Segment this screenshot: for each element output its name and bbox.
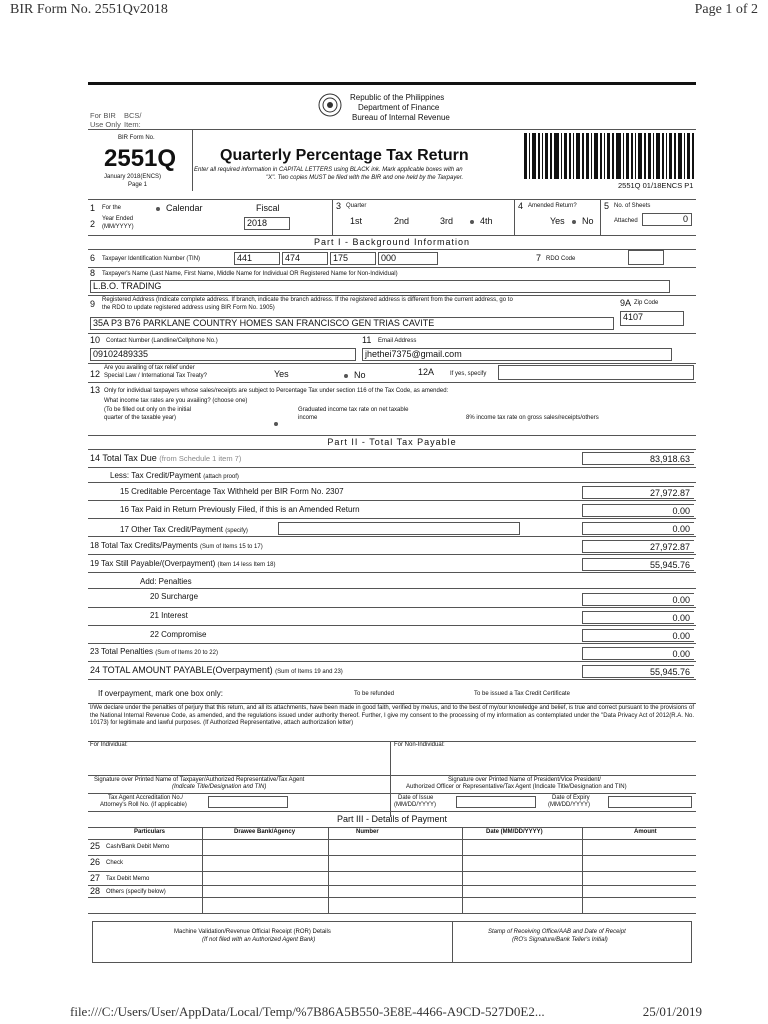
sheets-field[interactable]: 0 [642, 213, 692, 226]
to-be-refunded-option[interactable]: To be refunded [354, 691, 395, 697]
contact-number-field[interactable]: 09102489335 [90, 348, 356, 361]
date-of-expiry-field[interactable] [608, 796, 692, 808]
email-label: Email Address [378, 338, 417, 344]
non-individual-signature-label: Signature over Printed Name of President/Vice President/ [448, 777, 601, 783]
item-22-amount[interactable]: 0.00 [582, 629, 694, 642]
tax-relief-label-2: Special Law / International Tax Treaty? [104, 373, 207, 379]
date-of-issue-format: (MM/DD/YYYY) [394, 802, 436, 808]
tax-relief-yes-option[interactable]: Yes [274, 369, 289, 379]
item-4-number: 4 [518, 201, 524, 211]
item-25-label: Cash/Bank Debit Memo [106, 844, 170, 850]
for-non-individual-label: For Non-Individual: [394, 742, 445, 748]
item-1-number: 1 [90, 203, 96, 213]
item-28-label: Others (specify below) [106, 889, 166, 895]
item-15-amount[interactable]: 27,972.87 [582, 486, 694, 499]
item-24-label: 24 TOTAL AMOUNT PAYABLE(Overpayment) (Sum of Items 19 and 23) [90, 665, 343, 675]
item-20-amount[interactable]: 0.00 [582, 593, 694, 606]
quarter-4th-option[interactable]: 4th [470, 216, 493, 226]
address-label-1: Registered Address (Indicate complete address. If branch, indicate the branch address. If the registered address is different from the current address, go to [102, 297, 513, 303]
item-11-number: 11 [362, 335, 372, 345]
mm-yyyy-label: (MM/YYYY) [102, 224, 134, 230]
barcode-icon [524, 133, 694, 179]
item-8-number: 8 [90, 268, 96, 278]
col-date: Date (MM/DD/YYYY) [486, 829, 543, 835]
item-17-amount[interactable]: 0.00 [582, 522, 694, 535]
fiscal-option[interactable]: Fiscal [256, 203, 280, 213]
non-individual-signature-note: Authorized Officer or Representative/Tax Agent (Indicate Title/Designation and TIN) [406, 784, 627, 790]
date-of-issue-label: Date of Issue [398, 795, 434, 801]
graduated-rate-label-2: income [298, 415, 318, 421]
bcs-label: BCS/ [124, 111, 142, 120]
footer-file-path: file:///C:/Users/User/AppData/Local/Temp/%7B86A5B550-3E8E-4466-A9CD-527D0E2... [70, 1004, 545, 1019]
bir-seal-icon [318, 93, 342, 117]
quarter-2nd-option[interactable]: 2nd [394, 216, 410, 226]
graduated-rate-option[interactable] [274, 415, 284, 433]
item-14-amount[interactable]: 83,918.63 [582, 452, 694, 465]
item-2-number: 2 [90, 219, 96, 229]
form-number: 2551Q [104, 145, 177, 172]
tax-relief-no-option[interactable]: No [344, 370, 366, 380]
item-25-number: 25 [90, 841, 101, 851]
item-16-label: 16 Tax Paid in Return Previously Filed, if this is an Amended Return [120, 505, 360, 514]
for-individual-label: For Individual: [90, 742, 128, 748]
item-19-amount[interactable]: 55,945.76 [582, 558, 694, 571]
item-17-specify-field[interactable] [278, 522, 520, 535]
if-yes-specify-label: If yes, specify [450, 371, 487, 377]
item-5-number: 5 [604, 201, 610, 211]
item-10-number: 10 [90, 335, 101, 345]
taxpayer-name-field[interactable]: L.B.O. TRADING [90, 280, 670, 293]
item-15-label: 15 Creditable Percentage Tax Withheld per BIR Form No. 2307 [120, 487, 344, 496]
individual-signature-note: (Indicate Title/Designation and TIN) [172, 784, 267, 790]
quarter-label: Quarter [346, 203, 367, 209]
part3-heading: Part III - Details of Payment [336, 814, 448, 824]
quarter-1st-option[interactable]: 1st [350, 216, 363, 226]
form-edition: January 2018(ENCS) [104, 174, 162, 180]
individual-signature-label: Signature over Printed Name of Taxpayer/Authorized Representative/Tax Agent [94, 777, 305, 783]
item-20-label: 20 Surcharge [150, 592, 199, 601]
tax-credit-certificate-option[interactable]: To be issued a Tax Credit Certificate [474, 691, 570, 697]
tin-label: Taxpayer Identification Number (TIN) [102, 256, 201, 262]
stamp-label: Stamp of Receiving Office/AAB and Date of Receipt [488, 929, 626, 935]
rdo-code-label: RDO Code [546, 256, 576, 262]
item-26-label: Check [106, 860, 124, 866]
tax-relief-label-1: Are you availing of tax relief under [104, 365, 195, 371]
item-17-label: 17 Other Tax Credit/Payment (specify) [120, 525, 248, 534]
item-12-number: 12 [90, 369, 101, 379]
item-23-amount[interactable]: 0.00 [582, 647, 694, 660]
rdo-code-field[interactable] [628, 250, 664, 265]
item-18-label: 18 Total Tax Credits/Payments (Sum of Items 15 to 17) [90, 541, 263, 550]
calendar-option[interactable]: Calendar [156, 203, 203, 213]
part2-heading: Part II - Total Tax Payable [327, 437, 457, 447]
item-6-number: 6 [90, 253, 96, 263]
page-header-left: BIR Form No. 2551Qv2018 [10, 2, 168, 17]
item-21-amount[interactable]: 0.00 [582, 611, 694, 624]
item-13-label: Only for individual taxpayers whose sales/receipts are subject to Percentage Tax under section 116 of the Tax Code, as amended: [104, 388, 449, 394]
col-amount: Amount [634, 829, 657, 835]
item-26-number: 26 [90, 857, 101, 867]
sheets-label: No. of Sheets [614, 203, 651, 209]
instruction-line1: Enter all required information in CAPITAL LETTERS using BLACK ink. Mark applicable boxes with an [194, 167, 463, 173]
email-field[interactable]: jhethei7375@gmail.com [362, 348, 672, 361]
form-title: Quarterly Percentage Tax Return [220, 147, 469, 164]
agency-line3: Bureau of Internal Revenue [352, 113, 450, 122]
col-number: Number [356, 829, 379, 835]
machine-validation-label: Machine Validation/Revenue Official Receipt (ROR) Details [174, 929, 331, 935]
form-page: Page 1 [128, 182, 148, 188]
col-drawee-bank: Drawee Bank/Agency [234, 829, 296, 835]
item-3-number: 3 [336, 201, 342, 211]
item-21-label: 21 Interest [150, 611, 188, 620]
amended-no-option[interactable]: No [572, 216, 594, 226]
contact-number-label: Contact Number (Landline/Cellphone No.) [106, 338, 218, 344]
item-label: Item: [124, 120, 141, 129]
item-13-question: What income tax rates are you availing? (choose one) [104, 398, 248, 404]
declaration-text: I/We declare under the penalties of perjury that this return, and all its attachments, have been made in good faith, verified by me/us, and to the best of my/our knowledge and belief, is true and correct pursuant to the provisions of the National Internal Revenue Code, as amended, and the regulations issued under authority thereof. Further, I give my consent to the processing of my information as contemplated under the "Data Privacy Act of 2012(R.A. No. 10173) for legitimate and lawful purposes. (If Authorized Representative, attach authorization letter) [90, 705, 694, 726]
item-13-number: 13 [90, 385, 101, 395]
item-28-number: 28 [90, 886, 101, 896]
machine-validation-note: (If not filed with an Authorized Agent Bank) [202, 937, 316, 943]
address-label-2: the RDO to update registered address using BIR Form No. 1905) [102, 305, 275, 311]
item-9-number: 9 [90, 299, 96, 309]
item-14-label: 14 Total Tax Due (from Schedule 1 item 7) [90, 453, 242, 463]
footer-date: 25/01/2019 [642, 1004, 702, 1019]
item-22-label: 22 Compromise [150, 630, 207, 639]
item-9a-number: 9A [620, 298, 632, 308]
item-7-number: 7 [536, 253, 542, 263]
part1-heading: Part I - Background Information [313, 237, 471, 247]
amended-yes-option[interactable]: Yes [550, 216, 565, 226]
amended-label: Amended Return? [528, 203, 577, 209]
stamp-note: (RO's Signature/Bank Teller's Initial) [512, 937, 608, 943]
item-18-amount[interactable]: 27,972.87 [582, 540, 694, 553]
accreditation-number-field[interactable] [208, 796, 288, 808]
for-bir-label: For BIR [90, 111, 116, 120]
year-ended-label: Year Ended [102, 216, 134, 222]
item-27-label: Tax Debit Memo [106, 876, 150, 882]
add-penalties-label: Add: Penalties [140, 577, 192, 586]
tin-field-3[interactable]: 175 [330, 252, 376, 265]
agency-line2: Department of Finance [358, 103, 440, 112]
quarter-3rd-option[interactable]: 3rd [440, 216, 454, 226]
attorney-roll-label: Attorney's Roll No. (if applicable) [100, 802, 187, 808]
zip-code-label: Zip Code [634, 300, 659, 306]
for-the-label: For the [102, 205, 122, 211]
tax-agent-accreditation-label: Tax Agent Accreditation No./ [108, 795, 184, 801]
date-of-expiry-label: Date of Expiry [552, 795, 590, 801]
overpayment-label: If overpayment, mark one box only: [98, 689, 223, 698]
registered-address-field[interactable]: 35A P3 B76 PARKLANE COUNTRY HOMES SAN FRANCISCO GEN TRIAS CAVITE [90, 317, 614, 330]
taxpayer-name-label: Taxpayer's Name (Last Name, First Name, Middle Name for Individual OR Registered Name for Non-Individual) [102, 271, 398, 277]
eight-percent-option[interactable]: 8% income tax rate on gross sales/receipts/others [466, 415, 599, 421]
col-particulars: Particulars [134, 829, 166, 835]
item-13-note-2: quarter of the taxable year) [104, 415, 177, 421]
graduated-rate-label-1: Graduated income tax rate on net taxable [298, 407, 409, 413]
agency-line1: Republic of the Philippines [350, 93, 445, 102]
tax-relief-specify-field[interactable] [498, 365, 694, 380]
less-tax-credit-label: Less: Tax Credit/Payment (attach proof) [110, 471, 239, 480]
bir-form-2551q [88, 82, 696, 962]
instruction-line2: "X". Two copies MUST be filed with the BIR and one held by the Taxpayer. [266, 175, 464, 181]
zip-code-field[interactable]: 4107 [620, 311, 684, 326]
page-header-right: Page 1 of 2 [694, 2, 758, 17]
individual-signature-area[interactable] [90, 753, 386, 775]
tin-field-1[interactable]: 441 [234, 252, 280, 265]
tin-field-2[interactable]: 474 [282, 252, 328, 265]
use-only-label: Use Only [90, 120, 121, 129]
item-12a-number: 12A [418, 367, 435, 377]
form-no-label: BIR Form No. [118, 135, 155, 141]
non-individual-signature-area[interactable] [394, 753, 692, 775]
date-of-issue-field[interactable] [456, 796, 536, 808]
item-27-number: 27 [90, 873, 101, 883]
item-16-amount[interactable]: 0.00 [582, 504, 694, 517]
item-13-note-1: (To be filled out only on the initial [104, 407, 192, 413]
item-24-amount[interactable]: 55,945.76 [582, 665, 694, 678]
attached-label: Attached [614, 218, 638, 224]
item-23-label: 23 Total Penalties (Sum of Items 20 to 22) [90, 647, 218, 656]
barcode-code: 2551Q 01/18ENCS P1 [618, 181, 694, 190]
year-ended-field[interactable]: 2018 [244, 217, 290, 230]
date-of-expiry-format: (MM/DD/YYYY) [548, 802, 590, 808]
item-19-label: 19 Tax Still Payable/(Overpayment) (Item 14 less Item 18) [90, 559, 276, 568]
tin-field-4[interactable]: 000 [378, 252, 438, 265]
